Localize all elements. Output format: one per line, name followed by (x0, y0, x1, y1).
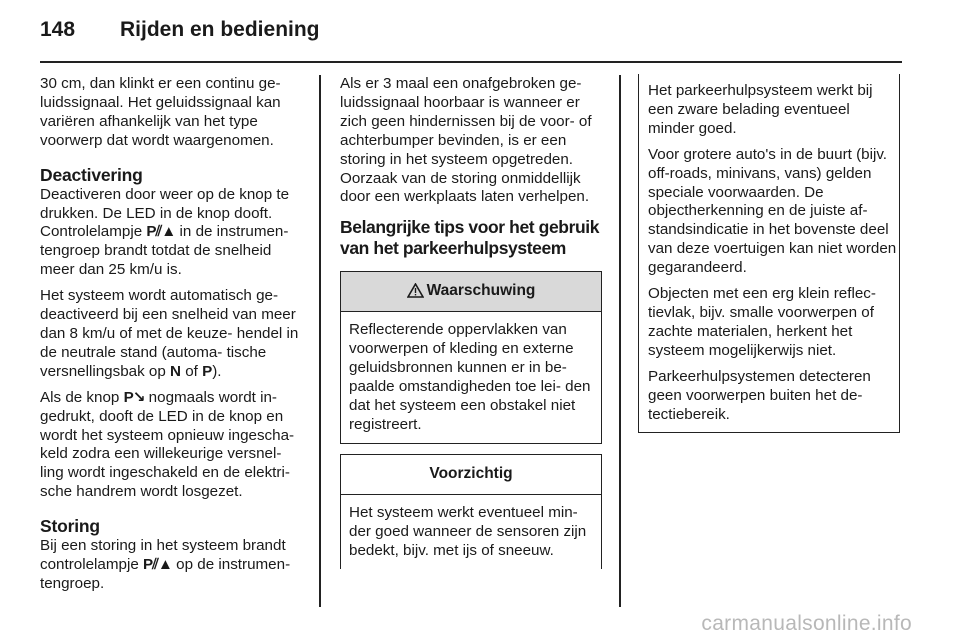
warning-triangle-icon (407, 283, 424, 303)
column-divider-1 (319, 75, 321, 607)
warning-box-body (341, 312, 601, 442)
chapter-title: Rijden en bediening (120, 18, 320, 41)
paragraph-fault: Bij een storing in het systeem brandt controlelampje P⫽▲ op de instrumen- tengroep. (40, 537, 291, 592)
paragraph-larger-cars: Voor grotere auto's in de buurt (bijv. off-roads, minivans, vans) gelden speciale voorwaarden. De objectherkenning en de juiste af- standsindicatie in het bovenste deel van deze voertuigen kan niet worden gegarandeerd. (648, 145, 897, 277)
parking-warning-lamp-icon: P⫽▲ (143, 556, 172, 574)
caution-box-header (341, 455, 601, 495)
warning-box-header (341, 272, 601, 312)
paragraph-reactivate: Als de knop P↘ nogmaals wordt in- gedrukt, dooft de LED in de knop en wordt het systeem opnieuw ingescha- keld zodra een willekeurige versnel- ling wordt ingeschakeld en de elektri- sche handrem wordt losgezet. (40, 388, 295, 501)
column-divider-2 (619, 75, 621, 607)
paragraph-signal-fault: Als er 3 maal een onafgebroken ge- luidssignaal hoorbaar is wanneer er zich geen hindernissen bij de voor- of achterbumper bevinden, is er een storing in het systeem opgetreden. Oorzaak van de storing onmiddellijk door een werkplaats laten verhelpen. (340, 75, 592, 206)
caution-box (340, 454, 602, 569)
heading-storing: Storing (40, 516, 100, 537)
heading-important-tips: Belangrijke tips voor het gebruik van het parkeerhulpsysteem (340, 217, 600, 259)
paragraph-deactivate: Deactiveren door weer op de knop te drukken. De LED in de knop dooft. Controlelampje P⫽▲ in de instrumen- tengroep brandt totdat de snelheid meer dan 25 km/u is. (40, 185, 290, 279)
parking-button-icon: P↘ (123, 388, 145, 406)
parking-warning-lamp-icon: P⫽▲ (146, 223, 176, 241)
paragraph-continuous-signal: 30 cm, dan klinkt er een continu ge- luidssignaal. Het geluidssignaal kan variëren afhankelijk van het type voorwerp dat wordt waargenomen. (40, 75, 281, 149)
caution-box-body (341, 495, 601, 569)
header-rule (40, 61, 902, 63)
paragraph-detection-range: Parkeerhulpsystemen detecteren geen voorwerpen buiten het de- tectiebereik. (648, 367, 871, 423)
paragraph-auto-deactivate: Het systeem wordt automatisch ge- deactiveerd bij een snelheid van meer dan 8 km/u of met de keuze- hendel in de neutrale stand (automa- tische versnellingsbak op N of P). (40, 287, 299, 380)
warning-box (340, 271, 602, 443)
warning-text: Reflecterende oppervlakken van voorwerpen of kleding en externe geluidsbronnen kunnen er in be- paalde omstandigheden toe lei- den dat het systeem een obstakel niet registreert. (349, 321, 591, 433)
column-3-caution-continued (638, 74, 900, 433)
page-number: 148 (40, 18, 76, 41)
heading-deactivering: Deactivering (40, 164, 143, 185)
warning-title: Waarschuwing (426, 282, 536, 300)
paragraph-small-objects: Objecten met een erg klein reflec- tievlak, bijv. smalle voorwerpen of zachte materialen, herkent het systeem mogelijkerwijs niet. (648, 285, 876, 359)
column-2 (340, 75, 602, 569)
paragraph-heavy-load: Het parkeerhulpsysteem werkt bij een zware belading eventueel minder goed. (648, 82, 873, 137)
column-1 (40, 75, 308, 601)
caution-text: Het systeem werkt eventueel min- der goed wanneer de sensoren zijn bedekt, bijv. met ijs of sneeuw. (349, 503, 587, 559)
caution-title: Voorzichtig (429, 464, 513, 482)
page-header (40, 18, 320, 48)
watermark: carmanualsonline.info (701, 612, 912, 635)
gear-n: N (170, 362, 181, 380)
gear-p: P (202, 362, 213, 380)
